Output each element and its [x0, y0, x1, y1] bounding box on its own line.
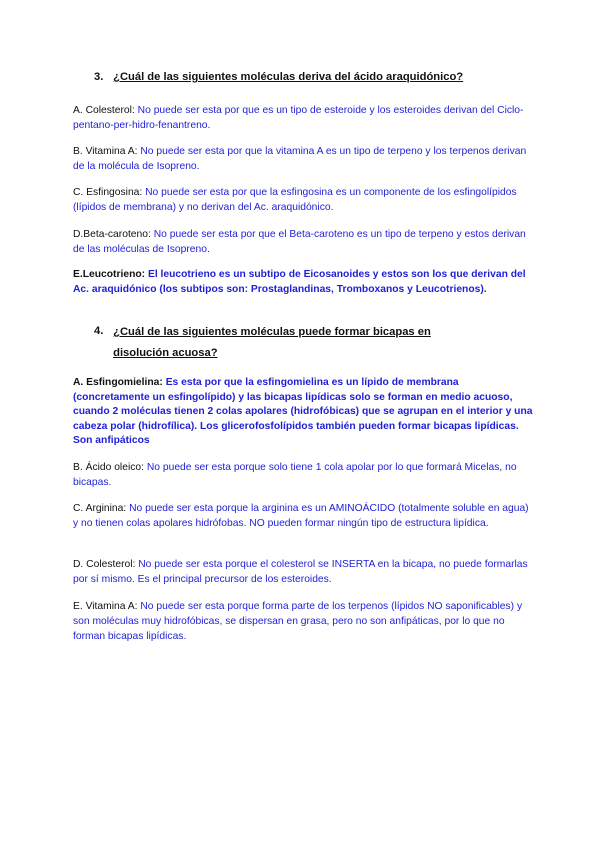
- q4-answer-d: [73, 557, 533, 587]
- q3-answer-c: [73, 185, 533, 215]
- answer-text: El leucotrieno es un subtipo de Eicosanoides y estos son los que derivan del Ac. araquidónico (los subtipos son: Prostaglandinas, Tromboxanos y Leucotrienos).: [73, 269, 526, 295]
- answer-label: B. Vitamina A:: [73, 146, 141, 157]
- answer-label: B. Ácido oleico:: [73, 462, 147, 473]
- q4-answer-b: [73, 460, 533, 490]
- q3-answer-e: [73, 268, 533, 297]
- answer-label: C. Esfingosina:: [73, 187, 146, 198]
- answer-label: D.Beta-caroteno:: [73, 229, 154, 240]
- q4-answer-c: [73, 501, 533, 531]
- answer-label: E. Vitamina A:: [73, 601, 141, 612]
- question-4-text: ¿Cuál de las siguientes moléculas puede formar bicapas en disolución acuosa?: [113, 326, 431, 359]
- question-4-heading: [94, 322, 443, 364]
- answer-label: D. Colesterol:: [73, 559, 139, 570]
- q3-answer-d: [73, 227, 533, 257]
- question-3-text: ¿Cuál de las siguientes moléculas deriva del ácido araquidónico?: [113, 71, 464, 83]
- answer-text: No puede ser esta por que es un tipo de esteroide y los esteroides derivan del Ciclo-pentano-per-hidro-fenantreno.: [73, 105, 524, 131]
- question-4-number: 4.: [94, 325, 104, 337]
- answer-text: No puede ser esta por que la esfingosina es un componente de los esfingolípidos (lípidos de membrana) y no derivan del Ac. araquidónico.: [73, 187, 517, 213]
- answer-text: No puede ser esta porque el colesterol se INSERTA en la bicapa, no puede formarlas por sí mismo. Es el principal precursor de los esteroides.: [73, 559, 528, 585]
- answer-text: No puede ser esta porque forma parte de los terpenos (lípidos NO saponificables) y son moléculas muy hidrofóbicas, se dispersan en grasa, pero no son anfipáticas, por lo que no forman bicapas lipídicas.: [73, 601, 523, 642]
- answer-label: A. Colesterol:: [73, 105, 138, 116]
- q3-answer-a: [73, 103, 533, 133]
- answer-text: No puede ser esta por que la vitamina A es un tipo de terpeno y los terpenos derivan de la molécula de Isopreno.: [73, 146, 527, 172]
- answer-label: E.Leucotrieno:: [73, 269, 148, 280]
- question-3-heading: [94, 68, 463, 87]
- answer-text: No puede ser esta porque la arginina es un AMINOÁCIDO (totalmente soluble en agua) y no tienen colas apolares hidrófobas. NO pueden formar ningún tipo de estructura lipídica.: [73, 503, 529, 529]
- q3-answer-b: [73, 144, 533, 174]
- answer-text: No puede ser esta porque solo tiene 1 cola apolar por lo que formará Micelas, no bicapas.: [73, 462, 517, 488]
- answer-text: Es esta por que la esfingomielina es un lípido de membrana (concretamente un esfingolípido) y las bicapas lipídicas solo se forman en medio acuoso, cuando 2 moléculas tienen 2 colas apolares (hidrofóbicas) que se agrupan en el interior y una cabeza polar (hidrofílica). Los glicerofosfolípidos también pueden formar bicapas lipídicas. Son anfipáticos: [73, 377, 533, 446]
- q4-answer-e: [73, 599, 533, 644]
- question-3-number: 3.: [94, 71, 104, 83]
- answer-label: A. Esfingomielina:: [73, 377, 166, 388]
- answer-text: No puede ser esta por que el Beta-caroteno es un tipo de terpeno y estos derivan de las moléculas de Isopreno.: [73, 229, 526, 255]
- q4-answer-a: [73, 376, 533, 449]
- answer-label: C. Arginina:: [73, 503, 130, 514]
